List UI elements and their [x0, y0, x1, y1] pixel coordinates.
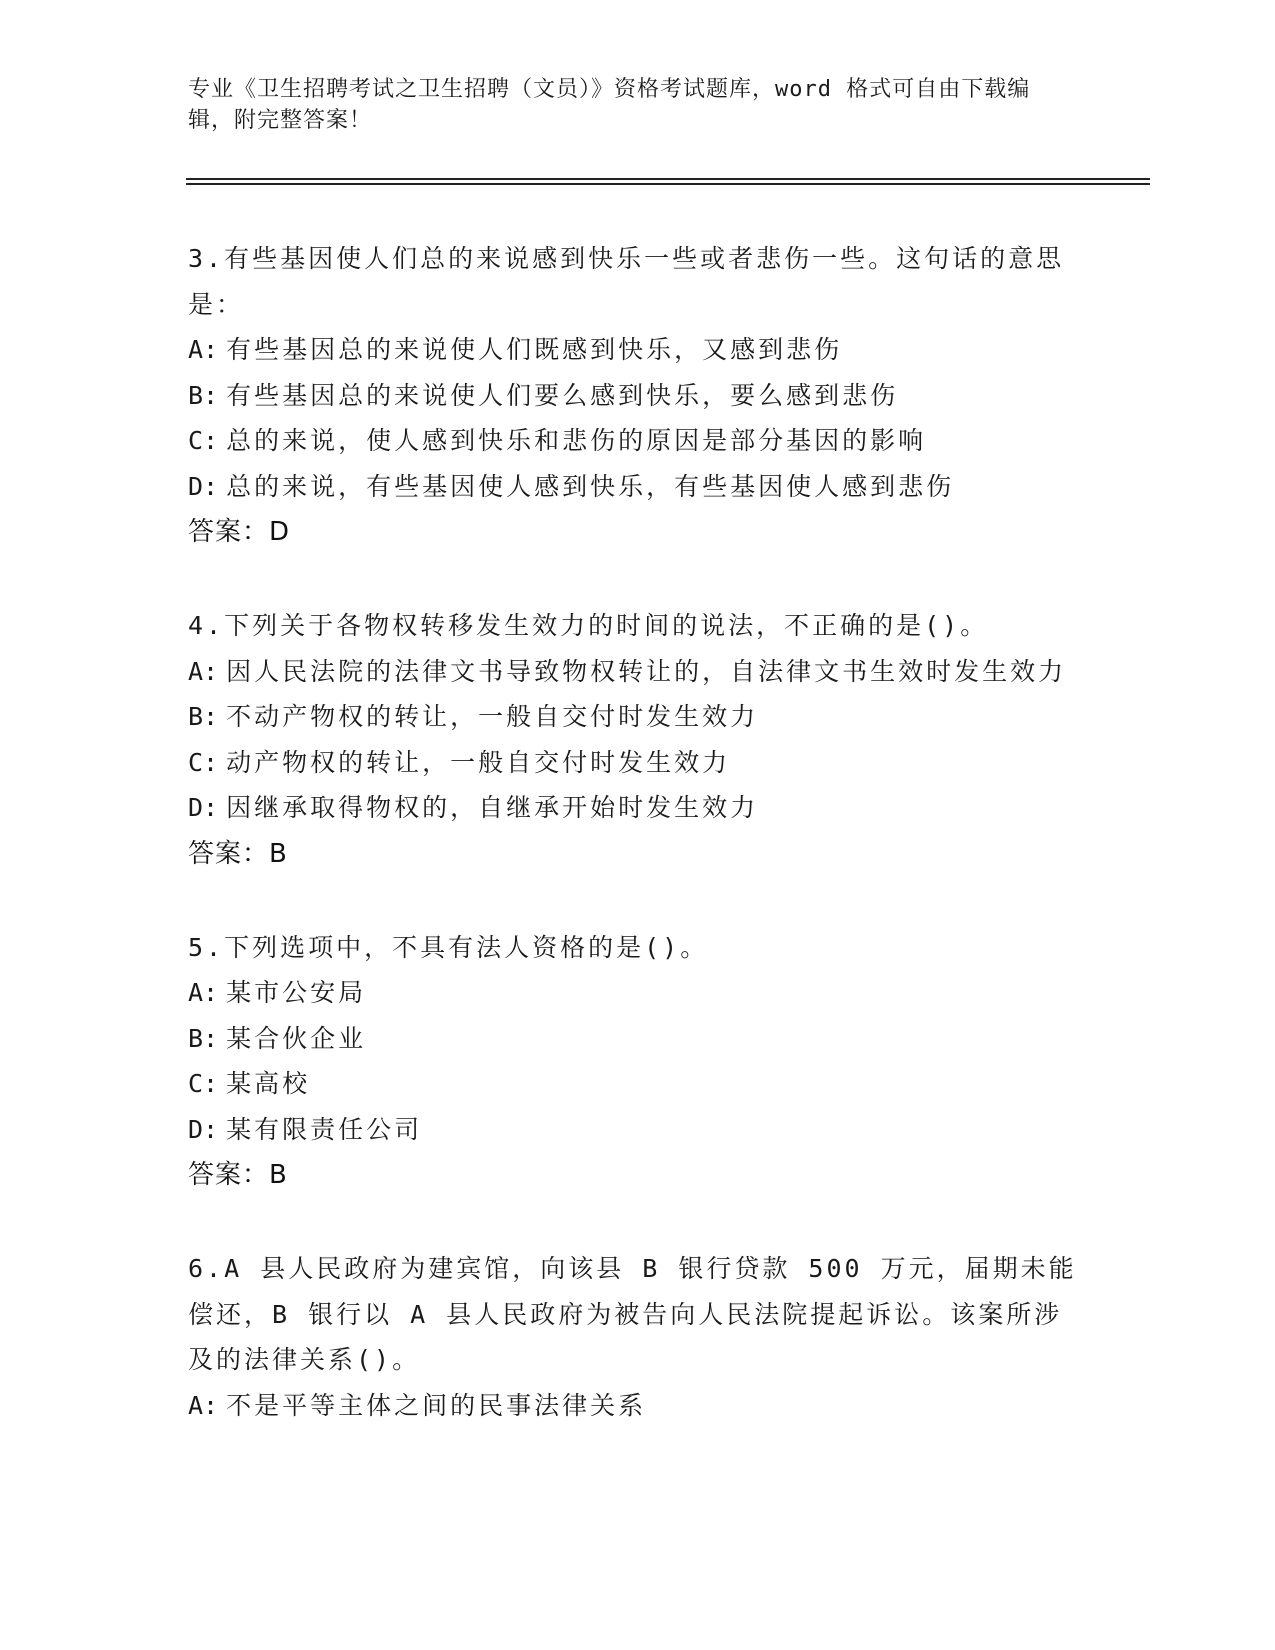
option-c: [188, 740, 1088, 786]
question-stem: 4.下列关于各物权转移发生效力的时间的说法，不正确的是()。: [188, 611, 989, 640]
question-list: [188, 236, 1088, 1476]
answer-line: 答案：D: [188, 517, 291, 547]
option-text: 某市公安局: [226, 978, 367, 1007]
option-letter: C:: [188, 1069, 219, 1098]
header-divider-top: [186, 178, 1150, 180]
option-text: 某合伙企业: [226, 1023, 367, 1053]
option-text: 某有限责任公司: [226, 1114, 423, 1144]
question-6: [188, 1246, 1088, 1428]
question-stem: 6.A 县人民政府为建宾馆，向该县 B 银行贷款 500 万元，届期未能偿还，B 银行以 A 县人民政府为被告向人民法院提起诉讼。该案所涉及的法律关系()。: [188, 1254, 1077, 1374]
option-text: 有些基因总的来说使人们要么感到快乐，要么感到悲伤: [226, 380, 899, 410]
option-text: 总的来说，有些基因使人感到快乐，有些基因使人感到悲伤: [226, 471, 955, 501]
option-b: [188, 373, 1088, 419]
option-a: [188, 327, 1088, 373]
question-stem: 5.下列选项中，不具有法人资格的是()。: [188, 932, 709, 962]
option-letter: A:: [188, 1390, 219, 1420]
option-text: 因继承取得物权的，自继承开始时发生效力: [226, 793, 759, 822]
option-text: 总的来说，使人感到快乐和悲伤的原因是部分基因的影响: [226, 426, 927, 455]
option-letter: D:: [188, 1114, 219, 1144]
option-c: [188, 418, 1088, 464]
question-5: [188, 925, 1088, 1199]
option-d: [188, 785, 1088, 831]
option-text: 有些基因总的来说使人们既感到快乐，又感到悲伤: [226, 335, 843, 364]
option-letter: D:: [188, 793, 219, 822]
option-text: 动产物权的转让，一般自交付时发生效力: [226, 747, 731, 777]
option-letter: C:: [188, 747, 219, 777]
answer-line: 答案：B: [188, 1160, 288, 1190]
option-b: [188, 1016, 1088, 1062]
option-a: [188, 1383, 1088, 1429]
option-letter: B:: [188, 1023, 219, 1053]
option-b: [188, 694, 1088, 740]
document-header: 专业《卫生招聘考试之卫生招聘（文员）》资格考试题库，word 格式可自由下载编辑，附完整答案！: [188, 77, 1031, 133]
answer-line: 答案：B: [188, 838, 288, 869]
option-letter: A:: [188, 978, 219, 1007]
option-d: [188, 464, 1088, 510]
question-3: [188, 236, 1088, 555]
option-letter: D:: [188, 471, 219, 501]
option-letter: A:: [188, 656, 219, 686]
option-letter: C:: [188, 426, 219, 455]
option-text: 不是平等主体之间的民事法律关系: [226, 1390, 647, 1420]
option-a: [188, 970, 1088, 1016]
option-letter: A:: [188, 335, 219, 364]
option-text: 因人民法院的法律文书导致物权转让的，自法律文书生效时发生效力: [226, 656, 1067, 686]
option-letter: B:: [188, 702, 219, 731]
option-c: [188, 1061, 1088, 1107]
option-d: [188, 1107, 1088, 1153]
option-letter: B:: [188, 380, 219, 410]
question-4: [188, 603, 1088, 877]
option-a: [188, 649, 1088, 695]
header-divider-bottom: [186, 183, 1150, 185]
question-stem: 3.有些基因使人们总的来说感到快乐一些或者悲伤一些。这句话的意思是：: [188, 244, 1065, 319]
option-text: 不动产物权的转让，一般自交付时发生效力: [226, 702, 759, 731]
option-text: 某高校: [226, 1069, 311, 1098]
